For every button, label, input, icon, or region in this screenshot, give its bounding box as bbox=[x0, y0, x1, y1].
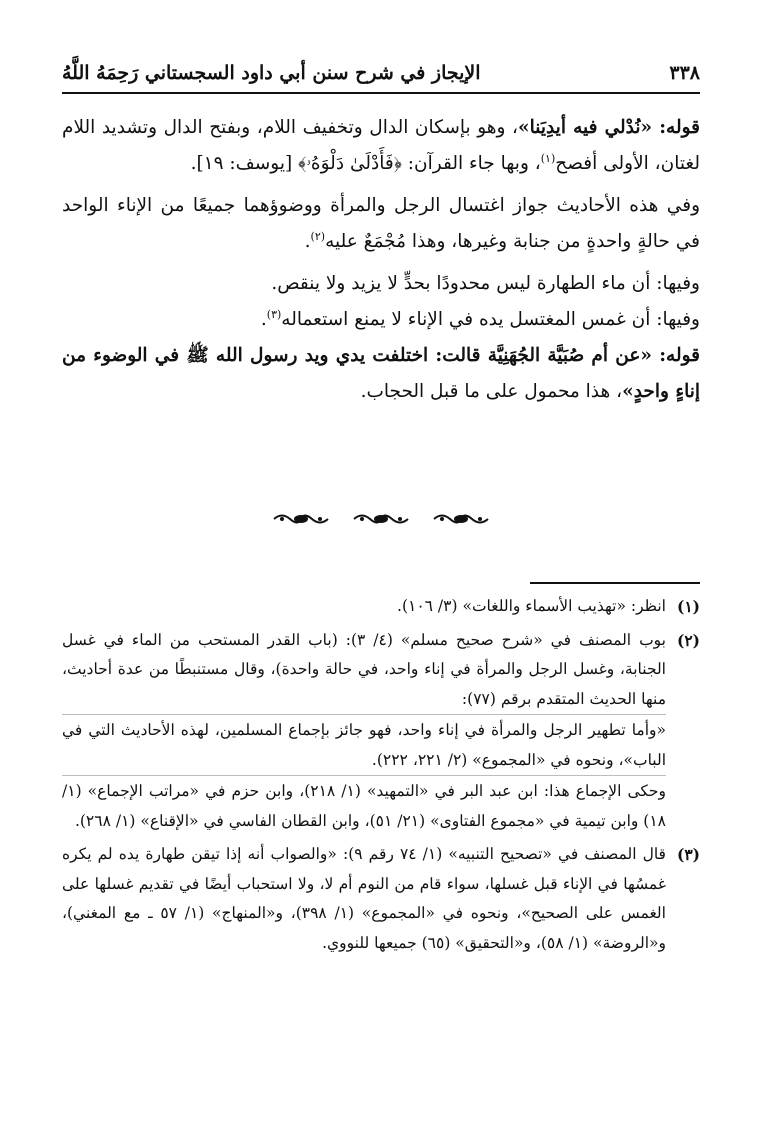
quote-lead: قوله: «نُدْلي فيه أيدِيَنا» bbox=[518, 117, 700, 138]
ornament-icon bbox=[352, 510, 410, 528]
page-header bbox=[62, 56, 700, 90]
footnote-text: بوب المصنف في «شرح صحيح مسلم» (٤/ ٣): (باب القدر المستحب من الماء في غسل الجنابة، وغسل الرجل والمرأة في إناء واحد، في حالة واحدة)، وقال مستنبطًا من عدة أحاديث، منها الحديث المتقدم برقم (٧٧): bbox=[62, 630, 666, 708]
ornament-icon bbox=[432, 510, 490, 528]
footnote-text: قال المصنف في «تصحيح التنبيه» (١/ ٧٤ رقم ٩): «والصواب أنه إذا تيقن طهارة يده لم يكره غمسُها في الإناء قبل غسلها، سواء قام من النوم أم لا، ولا استحباب أيضًا في تقديم غسلها على الغمس على الصحيح»، ونحوه في «المجموع» (١/ ٣٩٨)، و«المنهاج» (١/ ٥٧ ـ مع المغني)، و«الروضة» (١/ ٥٨)، و«التحقيق» (٦٥) جميعها للنووي. bbox=[62, 845, 666, 952]
header-rule bbox=[62, 92, 700, 94]
footnote-number: (١) bbox=[676, 597, 700, 616]
paragraph-text: ، وهو بإسكان الدال وتخفيف اللام، وبفتح الدال وتشديد اللام لغتان، الأولى أفصح bbox=[62, 117, 700, 174]
paragraph-text: وفي هذه الأحاديث جواز اغتسال الرجل والمرأة ووضوؤهما جميعًا من الإناء الواحد في حالةٍ واحدةٍ من جنابة وغيرها، وهذا مُجْمَعٌ عليه bbox=[62, 195, 700, 252]
paragraph-end: . bbox=[304, 231, 311, 252]
running-title: الإيجاز في شرح سنن أبي داود السجستاني رَحِمَهُ اللَّهُ bbox=[62, 62, 481, 84]
footnote-ref[interactable]: (٣) bbox=[266, 307, 282, 321]
paragraph-3: وفيها: أن ماء الطهارة ليس محدودًا بحدٍّ لا يزيد ولا ينقص. bbox=[271, 273, 700, 294]
footnote-number: (٣) bbox=[676, 845, 700, 864]
main-text bbox=[62, 110, 700, 410]
footnote-text: وحكى الإجماع هذا: ابن عبد البر في «التمهيد» (١/ ٢١٨)، وابن حزم في «مراتب الإجماع» (١/ ١٨) وابن تيمية في «مجموع الفتاوى» (٢١/ ٥١)، وابن القطان الفاسي في «الإقناع» (١/ ٢٦٨). bbox=[62, 775, 666, 836]
paragraph-5 bbox=[62, 338, 700, 410]
footnote-ref[interactable]: (١) bbox=[540, 151, 556, 165]
footnote-2 bbox=[62, 626, 700, 837]
footnote-body bbox=[62, 592, 666, 622]
paragraph-text: ، هذا محمول على ما قبل الحجاب. bbox=[360, 381, 623, 402]
paragraph-text: ، وبها جاء القرآن: ﴿فَأَدْلَىٰ دَلْوَهُۥ﴾ [يوسف: ١٩]. bbox=[190, 153, 541, 174]
footnote-ref[interactable]: (٢) bbox=[310, 229, 326, 243]
footnote-text: انظر: «تهذيب الأسماء واللغات» (٣/ ١٠٦). bbox=[397, 597, 666, 615]
section-ornament bbox=[62, 510, 700, 528]
page-number: ٣٣٨ bbox=[669, 62, 700, 84]
paragraph-end: . bbox=[260, 309, 267, 330]
footnote-body bbox=[62, 626, 666, 837]
footnote-text: «وأما تطهير الرجل والمرأة في إناء واحد، فهو جائز بإجماع المسلمين، لهذه الأحاديث التي في الباب»، ونحوه في «المجموع» (٢/ ٢٢١، ٢٢٢). bbox=[62, 714, 666, 775]
ornament-icon bbox=[272, 510, 330, 528]
footnotes bbox=[62, 592, 700, 958]
footnote-3 bbox=[62, 840, 700, 958]
paragraph-4 bbox=[62, 302, 700, 338]
paragraph-1 bbox=[62, 110, 700, 182]
footnote-number: (٢) bbox=[676, 630, 700, 650]
footnote-separator bbox=[530, 582, 700, 584]
paragraph-text: وفيها: أن غمس المغتسل يده في الإناء لا يمنع استعماله bbox=[281, 309, 700, 330]
book-page bbox=[62, 0, 700, 1123]
footnote-1 bbox=[62, 592, 700, 622]
footnote-body bbox=[62, 840, 666, 958]
paragraph-2 bbox=[62, 188, 700, 260]
quote-lead: قوله: «عن أم صُبَيَّة الجُهَنِيَّة قالت: اختلفت يدي ويد رسول الله ﷺ في الوضوء من إناءٍ واحدٍ» bbox=[62, 345, 700, 402]
